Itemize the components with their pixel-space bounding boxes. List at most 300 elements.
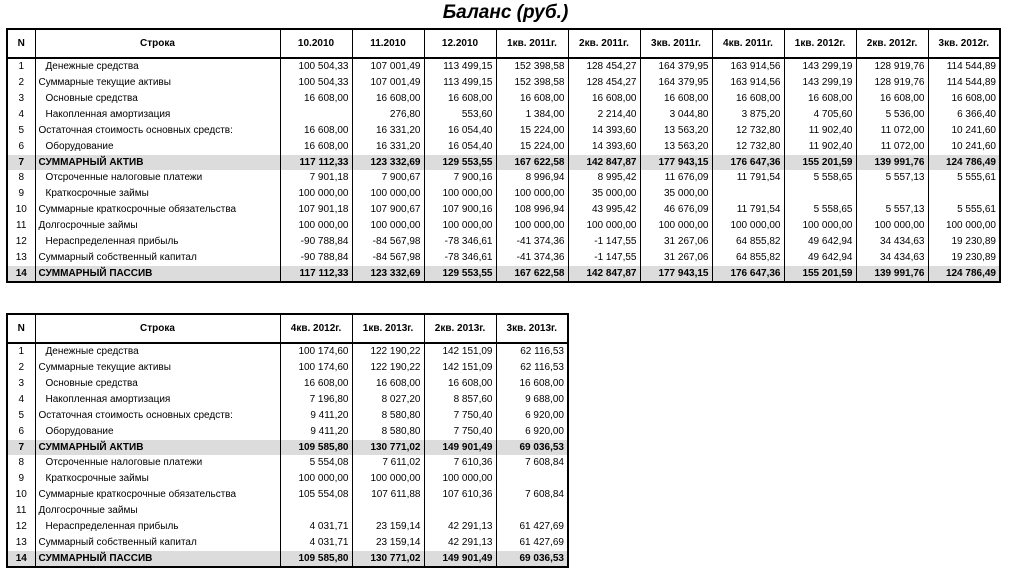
row-label-cell: Накопленная амортизация xyxy=(35,392,280,408)
value-cell: 123 332,69 xyxy=(352,266,424,282)
row-number-cell: 4 xyxy=(7,392,35,408)
value-cell: 10 241,60 xyxy=(928,123,1000,139)
balance-table-2012-2013 xyxy=(6,313,569,568)
row-label-cell: Суммарные краткосрочные обязательства xyxy=(35,487,280,503)
value-cell: 13 563,20 xyxy=(640,123,712,139)
table-row xyxy=(7,408,568,424)
value-cell: 129 553,55 xyxy=(424,266,496,282)
value-cell: 100 000,00 xyxy=(280,218,352,234)
value-cell: 123 332,69 xyxy=(352,155,424,170)
value-cell: 109 585,80 xyxy=(280,551,352,567)
value-cell: 11 072,00 xyxy=(856,139,928,155)
row-label-cell: Денежные средства xyxy=(35,343,280,360)
value-cell: 142 847,87 xyxy=(568,155,640,170)
value-cell: 100 174,60 xyxy=(280,343,352,360)
value-cell: 177 943,15 xyxy=(640,266,712,282)
row-label-cell: Остаточная стоимость основных средств: xyxy=(35,123,280,139)
value-cell: 100 000,00 xyxy=(496,186,568,202)
table-header-row xyxy=(7,29,1000,58)
row-number-cell: 5 xyxy=(7,123,35,139)
value-cell: 1 384,00 xyxy=(496,107,568,123)
table-row xyxy=(7,123,1000,139)
value-cell xyxy=(856,186,928,202)
value-cell: 16 608,00 xyxy=(352,376,424,392)
row-label-cell: СУММАРНЫЙ АКТИВ xyxy=(35,440,280,455)
value-cell: 7 901,18 xyxy=(280,170,352,186)
row-label-cell: Суммарный собственный капитал xyxy=(35,250,280,266)
value-cell: 49 642,94 xyxy=(784,250,856,266)
value-cell: 143 299,19 xyxy=(784,75,856,91)
value-cell: 9 411,20 xyxy=(280,424,352,440)
value-cell: 16 608,00 xyxy=(424,91,496,107)
value-cell: 155 201,59 xyxy=(784,266,856,282)
value-cell: 100 000,00 xyxy=(496,218,568,234)
value-cell: 113 499,15 xyxy=(424,75,496,91)
value-cell: 61 427,69 xyxy=(496,519,568,535)
row-number-cell: 6 xyxy=(7,424,35,440)
value-cell: 6 920,00 xyxy=(496,424,568,440)
table-row xyxy=(7,392,568,408)
value-cell: 3 875,20 xyxy=(712,107,784,123)
value-cell: 128 454,27 xyxy=(568,58,640,75)
value-cell: 143 299,19 xyxy=(784,58,856,75)
value-cell: 107 900,67 xyxy=(352,202,424,218)
value-cell: 100 000,00 xyxy=(280,471,352,487)
value-cell: 16 054,40 xyxy=(424,139,496,155)
value-cell: 16 608,00 xyxy=(568,91,640,107)
value-cell: 10 241,60 xyxy=(928,139,1000,155)
row-number-cell: 9 xyxy=(7,186,35,202)
column-header-period: 10.2010 xyxy=(280,29,352,58)
value-cell: 129 553,55 xyxy=(424,155,496,170)
value-cell: -78 346,61 xyxy=(424,250,496,266)
row-label-cell: Накопленная амортизация xyxy=(35,107,280,123)
value-cell: 16 054,40 xyxy=(424,123,496,139)
value-cell xyxy=(280,503,352,519)
value-cell: 34 434,63 xyxy=(856,234,928,250)
column-header-period: 3кв. 2012г. xyxy=(928,29,1000,58)
value-cell: 43 995,42 xyxy=(568,202,640,218)
value-cell: 31 267,06 xyxy=(640,234,712,250)
value-cell: 16 331,20 xyxy=(352,123,424,139)
value-cell: 14 393,60 xyxy=(568,139,640,155)
row-label-cell: Долгосрочные займы xyxy=(35,218,280,234)
value-cell: 100 000,00 xyxy=(352,218,424,234)
row-number-cell: 13 xyxy=(7,535,35,551)
table-row xyxy=(7,91,1000,107)
table-row xyxy=(7,218,1000,234)
value-cell: 19 230,89 xyxy=(928,234,1000,250)
table-row xyxy=(7,376,568,392)
value-cell: 35 000,00 xyxy=(640,186,712,202)
row-label-cell: Суммарные текущие активы xyxy=(35,75,280,91)
table-header-row xyxy=(7,314,568,343)
column-header-period: 4кв. 2012г. xyxy=(280,314,352,343)
value-cell: 130 771,02 xyxy=(352,551,424,567)
column-header-row-name: Строка xyxy=(35,29,280,58)
value-cell: 13 563,20 xyxy=(640,139,712,155)
row-label-cell: Долгосрочные займы xyxy=(35,503,280,519)
value-cell: 6 366,40 xyxy=(928,107,1000,123)
value-cell: 122 190,22 xyxy=(352,343,424,360)
page-title: Баланс (руб.) xyxy=(442,2,569,23)
row-label-cell: Суммарные краткосрочные обязательства xyxy=(35,202,280,218)
value-cell: 128 919,76 xyxy=(856,58,928,75)
table-row xyxy=(7,139,1000,155)
value-cell: -90 788,84 xyxy=(280,234,352,250)
value-cell: 15 224,00 xyxy=(496,139,568,155)
row-label-cell: Отсроченные налоговые платежи xyxy=(35,170,280,186)
table-row xyxy=(7,75,1000,91)
row-number-cell: 12 xyxy=(7,234,35,250)
value-cell: 16 608,00 xyxy=(280,139,352,155)
table-row xyxy=(7,170,1000,186)
value-cell: 69 036,53 xyxy=(496,440,568,455)
column-header-period: 2кв. 2011г. xyxy=(568,29,640,58)
value-cell: 139 991,76 xyxy=(856,155,928,170)
value-cell: 42 291,13 xyxy=(424,519,496,535)
value-cell: 8 027,20 xyxy=(352,392,424,408)
value-cell xyxy=(496,503,568,519)
row-number-cell: 1 xyxy=(7,58,35,75)
value-cell: 100 000,00 xyxy=(712,218,784,234)
value-cell: 49 642,94 xyxy=(784,234,856,250)
value-cell: 2 214,40 xyxy=(568,107,640,123)
value-cell: 553,60 xyxy=(424,107,496,123)
value-cell: 124 786,49 xyxy=(928,155,1000,170)
value-cell: 46 676,09 xyxy=(640,202,712,218)
row-number-cell: 2 xyxy=(7,360,35,376)
value-cell: 100 000,00 xyxy=(568,218,640,234)
value-cell: 107 001,49 xyxy=(352,75,424,91)
value-cell: 9 411,20 xyxy=(280,408,352,424)
value-cell: 107 001,49 xyxy=(352,58,424,75)
row-number-cell: 14 xyxy=(7,551,35,567)
row-number-cell: 3 xyxy=(7,376,35,392)
column-header-period: 3кв. 2013г. xyxy=(496,314,568,343)
table-row xyxy=(7,455,568,471)
value-cell: 100 174,60 xyxy=(280,360,352,376)
row-number-cell: 5 xyxy=(7,408,35,424)
value-cell: 100 000,00 xyxy=(352,186,424,202)
value-cell: 109 585,80 xyxy=(280,440,352,455)
value-cell: 14 393,60 xyxy=(568,123,640,139)
table-total-row xyxy=(7,551,568,567)
column-header-n: N xyxy=(7,314,35,343)
value-cell: 16 608,00 xyxy=(640,91,712,107)
row-number-cell: 13 xyxy=(7,250,35,266)
row-label-cell: Остаточная стоимость основных средств: xyxy=(35,408,280,424)
row-label-cell: Нераспределенная прибыль xyxy=(35,234,280,250)
value-cell: 149 901,49 xyxy=(424,551,496,567)
row-number-cell: 2 xyxy=(7,75,35,91)
value-cell: 108 996,94 xyxy=(496,202,568,218)
value-cell: 100 000,00 xyxy=(424,471,496,487)
value-cell: 7 900,67 xyxy=(352,170,424,186)
row-number-cell: 7 xyxy=(7,155,35,170)
row-number-cell: 7 xyxy=(7,440,35,455)
column-header-period: 2кв. 2013г. xyxy=(424,314,496,343)
table-row xyxy=(7,186,1000,202)
value-cell: 164 379,95 xyxy=(640,75,712,91)
value-cell: 6 920,00 xyxy=(496,408,568,424)
value-cell: 142 151,09 xyxy=(424,360,496,376)
value-cell: 16 608,00 xyxy=(856,91,928,107)
value-cell: 100 000,00 xyxy=(640,218,712,234)
value-cell: 5 554,08 xyxy=(280,455,352,471)
value-cell: 152 398,58 xyxy=(496,75,568,91)
value-cell: 117 112,33 xyxy=(280,266,352,282)
value-cell: 16 608,00 xyxy=(280,376,352,392)
value-cell: 100 000,00 xyxy=(352,471,424,487)
value-cell: 15 224,00 xyxy=(496,123,568,139)
column-header-period: 1кв. 2012г. xyxy=(784,29,856,58)
value-cell: 8 580,80 xyxy=(352,424,424,440)
value-cell: -84 567,98 xyxy=(352,234,424,250)
value-cell: 152 398,58 xyxy=(496,58,568,75)
value-cell: 34 434,63 xyxy=(856,250,928,266)
value-cell xyxy=(784,186,856,202)
value-cell: 5 557,13 xyxy=(856,202,928,218)
value-cell: 114 544,89 xyxy=(928,58,1000,75)
value-cell: 23 159,14 xyxy=(352,519,424,535)
value-cell: 5 558,65 xyxy=(784,170,856,186)
value-cell: 163 914,56 xyxy=(712,75,784,91)
value-cell: 149 901,49 xyxy=(424,440,496,455)
table-row xyxy=(7,250,1000,266)
value-cell: 124 786,49 xyxy=(928,266,1000,282)
table-total-row xyxy=(7,266,1000,282)
value-cell: 100 000,00 xyxy=(280,186,352,202)
value-cell: 176 647,36 xyxy=(712,155,784,170)
value-cell: 61 427,69 xyxy=(496,535,568,551)
value-cell: 176 647,36 xyxy=(712,266,784,282)
value-cell: 177 943,15 xyxy=(640,155,712,170)
value-cell: 167 622,58 xyxy=(496,155,568,170)
value-cell: 62 116,53 xyxy=(496,360,568,376)
table-total-row xyxy=(7,440,568,455)
value-cell: 130 771,02 xyxy=(352,440,424,455)
table-row xyxy=(7,503,568,519)
value-cell: 16 331,20 xyxy=(352,139,424,155)
row-label-cell: Нераспределенная прибыль xyxy=(35,519,280,535)
value-cell: 7 608,84 xyxy=(496,487,568,503)
row-label-cell: Суммарный собственный капитал xyxy=(35,535,280,551)
value-cell: 142 847,87 xyxy=(568,266,640,282)
value-cell: 7 196,80 xyxy=(280,392,352,408)
column-header-period: 1кв. 2011г. xyxy=(496,29,568,58)
table-total-row xyxy=(7,155,1000,170)
value-cell: -90 788,84 xyxy=(280,250,352,266)
value-cell: 16 608,00 xyxy=(280,123,352,139)
value-cell: -1 147,55 xyxy=(568,234,640,250)
value-cell: 155 201,59 xyxy=(784,155,856,170)
table-row xyxy=(7,360,568,376)
value-cell: 11 902,40 xyxy=(784,139,856,155)
value-cell: 7 608,84 xyxy=(496,455,568,471)
value-cell: 105 554,08 xyxy=(280,487,352,503)
value-cell: 100 000,00 xyxy=(424,218,496,234)
table-row xyxy=(7,487,568,503)
value-cell: 64 855,82 xyxy=(712,250,784,266)
value-cell: 5 555,61 xyxy=(928,202,1000,218)
column-header-period: 3кв. 2011г. xyxy=(640,29,712,58)
table-row xyxy=(7,519,568,535)
value-cell: 8 996,94 xyxy=(496,170,568,186)
value-cell: 16 608,00 xyxy=(784,91,856,107)
row-number-cell: 1 xyxy=(7,343,35,360)
row-number-cell: 8 xyxy=(7,455,35,471)
value-cell: 16 608,00 xyxy=(424,376,496,392)
value-cell: 7 750,40 xyxy=(424,424,496,440)
value-cell: 19 230,89 xyxy=(928,250,1000,266)
table-row xyxy=(7,535,568,551)
row-label-cell: СУММАРНЫЙ АКТИВ xyxy=(35,155,280,170)
row-label-cell: Суммарные текущие активы xyxy=(35,360,280,376)
value-cell: 100 504,33 xyxy=(280,75,352,91)
column-header-period: 4кв. 2011г. xyxy=(712,29,784,58)
row-number-cell: 3 xyxy=(7,91,35,107)
table-row xyxy=(7,58,1000,75)
value-cell: 128 454,27 xyxy=(568,75,640,91)
value-cell: 16 608,00 xyxy=(352,91,424,107)
row-label-cell: Основные средства xyxy=(35,376,280,392)
value-cell: -78 346,61 xyxy=(424,234,496,250)
value-cell: 12 732,80 xyxy=(712,123,784,139)
value-cell: 100 000,00 xyxy=(856,218,928,234)
value-cell: 16 608,00 xyxy=(496,376,568,392)
value-cell: 11 791,54 xyxy=(712,202,784,218)
value-cell: 122 190,22 xyxy=(352,360,424,376)
row-label-cell: Оборудование xyxy=(35,424,280,440)
value-cell: 9 688,00 xyxy=(496,392,568,408)
row-number-cell: 14 xyxy=(7,266,35,282)
value-cell: 107 611,88 xyxy=(352,487,424,503)
value-cell: 100 000,00 xyxy=(424,186,496,202)
balance-table-2010-2012 xyxy=(6,28,1001,283)
row-label-cell: Основные средства xyxy=(35,91,280,107)
value-cell: 7 611,02 xyxy=(352,455,424,471)
value-cell: -41 374,36 xyxy=(496,250,568,266)
table-row xyxy=(7,471,568,487)
value-cell: 100 504,33 xyxy=(280,58,352,75)
value-cell: 11 072,00 xyxy=(856,123,928,139)
value-cell: 7 610,36 xyxy=(424,455,496,471)
table-row xyxy=(7,343,568,360)
row-label-cell: СУММАРНЫЙ ПАССИВ xyxy=(35,551,280,567)
row-label-cell: Краткосрочные займы xyxy=(35,186,280,202)
value-cell: 139 991,76 xyxy=(856,266,928,282)
row-label-cell: Денежные средства xyxy=(35,58,280,75)
row-number-cell: 9 xyxy=(7,471,35,487)
value-cell xyxy=(928,186,1000,202)
row-number-cell: 11 xyxy=(7,503,35,519)
value-cell: 107 610,36 xyxy=(424,487,496,503)
value-cell: 142 151,09 xyxy=(424,343,496,360)
value-cell: 114 544,89 xyxy=(928,75,1000,91)
value-cell: 8 995,42 xyxy=(568,170,640,186)
row-label-cell: Краткосрочные займы xyxy=(35,471,280,487)
row-number-cell: 10 xyxy=(7,202,35,218)
value-cell: 5 558,65 xyxy=(784,202,856,218)
value-cell xyxy=(280,107,352,123)
value-cell: 7 900,16 xyxy=(424,170,496,186)
value-cell: 5 536,00 xyxy=(856,107,928,123)
value-cell: 5 557,13 xyxy=(856,170,928,186)
value-cell: 107 901,18 xyxy=(280,202,352,218)
value-cell xyxy=(712,186,784,202)
value-cell: 31 267,06 xyxy=(640,250,712,266)
value-cell: 3 044,80 xyxy=(640,107,712,123)
value-cell: 117 112,33 xyxy=(280,155,352,170)
column-header-n: N xyxy=(7,29,35,58)
value-cell: -1 147,55 xyxy=(568,250,640,266)
value-cell: 11 791,54 xyxy=(712,170,784,186)
value-cell: 69 036,53 xyxy=(496,551,568,567)
value-cell: 23 159,14 xyxy=(352,535,424,551)
value-cell: 100 000,00 xyxy=(928,218,1000,234)
value-cell: 5 555,61 xyxy=(928,170,1000,186)
value-cell: 16 608,00 xyxy=(280,91,352,107)
value-cell: 164 379,95 xyxy=(640,58,712,75)
row-label-cell: СУММАРНЫЙ ПАССИВ xyxy=(35,266,280,282)
value-cell: 113 499,15 xyxy=(424,58,496,75)
value-cell: 62 116,53 xyxy=(496,343,568,360)
column-header-period: 12.2010 xyxy=(424,29,496,58)
table-row xyxy=(7,234,1000,250)
value-cell xyxy=(496,471,568,487)
row-number-cell: 4 xyxy=(7,107,35,123)
value-cell: 16 608,00 xyxy=(496,91,568,107)
value-cell: 100 000,00 xyxy=(784,218,856,234)
value-cell: 128 919,76 xyxy=(856,75,928,91)
value-cell: 64 855,82 xyxy=(712,234,784,250)
column-header-period: 1кв. 2013г. xyxy=(352,314,424,343)
value-cell: 16 608,00 xyxy=(712,91,784,107)
row-label-cell: Отсроченные налоговые платежи xyxy=(35,455,280,471)
row-number-cell: 10 xyxy=(7,487,35,503)
value-cell: 4 031,71 xyxy=(280,519,352,535)
value-cell: 4 705,60 xyxy=(784,107,856,123)
value-cell: 42 291,13 xyxy=(424,535,496,551)
value-cell: 11 902,40 xyxy=(784,123,856,139)
value-cell: 16 608,00 xyxy=(928,91,1000,107)
table-row xyxy=(7,202,1000,218)
row-number-cell: 8 xyxy=(7,170,35,186)
row-number-cell: 12 xyxy=(7,519,35,535)
value-cell: 35 000,00 xyxy=(568,186,640,202)
column-header-period: 11.2010 xyxy=(352,29,424,58)
column-header-row-name: Строка xyxy=(35,314,280,343)
row-number-cell: 6 xyxy=(7,139,35,155)
value-cell: -41 374,36 xyxy=(496,234,568,250)
value-cell: 107 900,16 xyxy=(424,202,496,218)
value-cell: 12 732,80 xyxy=(712,139,784,155)
value-cell: 8 857,60 xyxy=(424,392,496,408)
value-cell xyxy=(424,503,496,519)
row-label-cell: Оборудование xyxy=(35,139,280,155)
column-header-period: 2кв. 2012г. xyxy=(856,29,928,58)
value-cell: 167 622,58 xyxy=(496,266,568,282)
value-cell: 11 676,09 xyxy=(640,170,712,186)
value-cell: 7 750,40 xyxy=(424,408,496,424)
table-row xyxy=(7,424,568,440)
row-number-cell: 11 xyxy=(7,218,35,234)
value-cell: 163 914,56 xyxy=(712,58,784,75)
value-cell: -84 567,98 xyxy=(352,250,424,266)
value-cell: 276,80 xyxy=(352,107,424,123)
value-cell: 8 580,80 xyxy=(352,408,424,424)
